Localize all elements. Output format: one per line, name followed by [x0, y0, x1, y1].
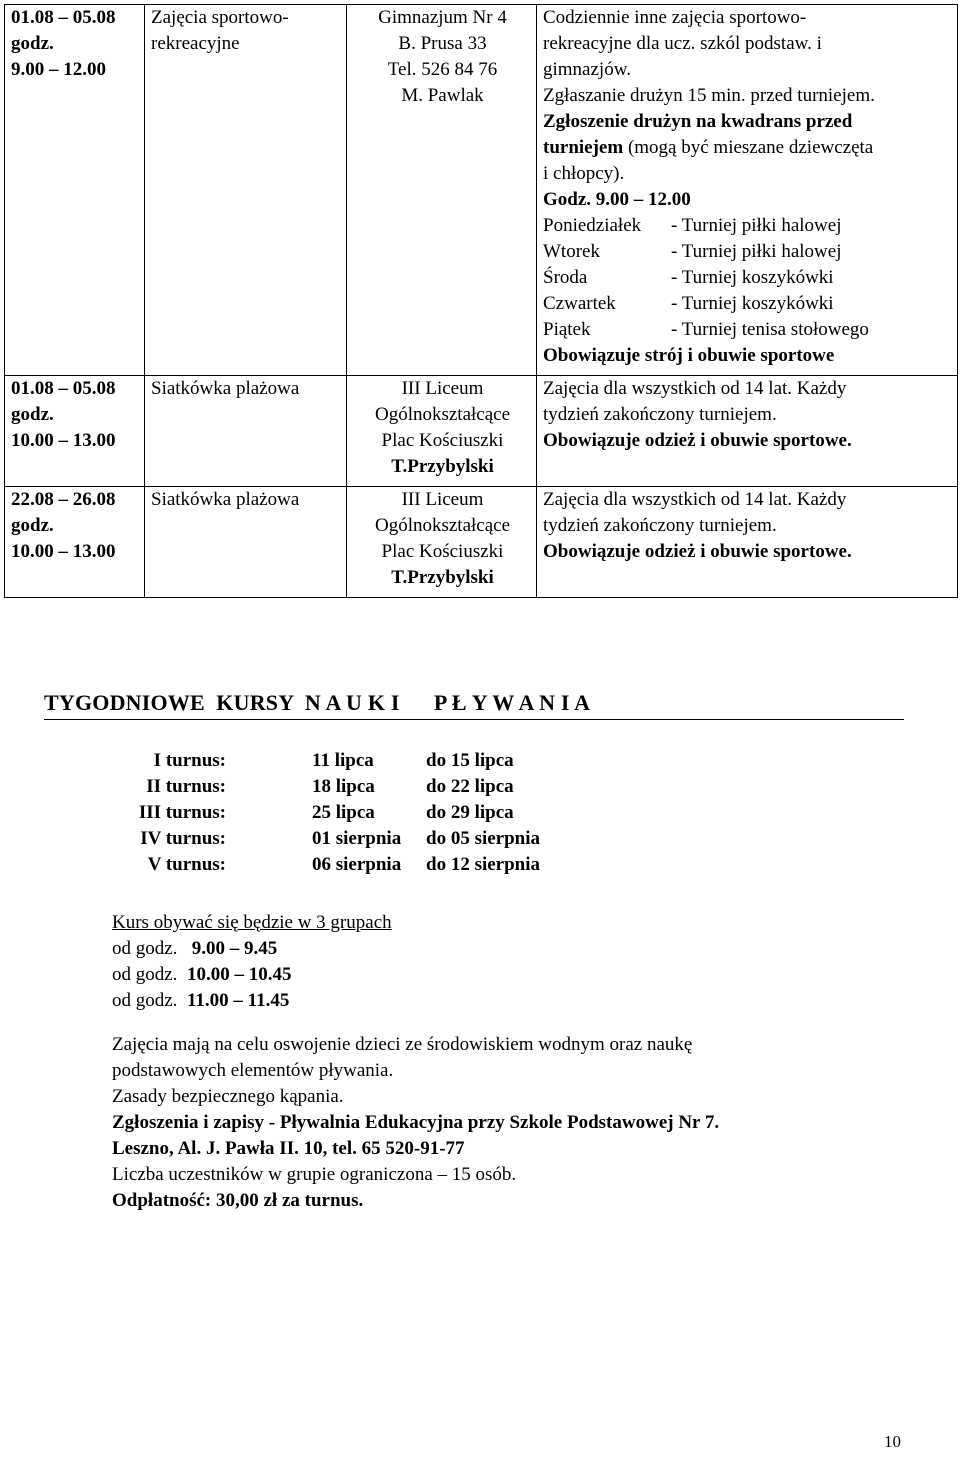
- day-name: Środa: [543, 267, 588, 288]
- registration-line: Leszno, Al. J. Pawła II. 10, tel. 65 520-91-77: [112, 1138, 465, 1159]
- course-info: [112, 910, 912, 1214]
- activity-line: Siatkówka plażowa: [151, 489, 300, 510]
- turnus-name: I turnus:: [153, 750, 226, 771]
- turnus-from: 01 sierpnia: [312, 828, 402, 849]
- hours-range: 10.00 – 13.00: [11, 430, 116, 451]
- turnus-name: III turnus:: [138, 802, 226, 823]
- turnus-row: [44, 852, 904, 878]
- group-time: 11.00 – 11.45: [186, 990, 290, 1011]
- description-line: Zajęcia dla wszystkich od 14 lat. Każdy: [543, 378, 847, 399]
- turnus-from: 06 sierpnia: [312, 854, 402, 875]
- turnus-from: 18 lipca: [312, 776, 375, 797]
- turnus-name: V turnus:: [147, 854, 226, 875]
- group-time: 9.00 – 9.45: [191, 938, 278, 959]
- tournament-day: [543, 213, 953, 239]
- description-bold-line: Zgłoszenie drużyn na kwadrans przed: [543, 111, 853, 132]
- turnus-from: 11 lipca: [312, 750, 374, 771]
- description-line: Codziennie inne zajęcia sportowo-: [543, 7, 807, 28]
- venue-line: Plac Kościuszki: [381, 541, 504, 562]
- turnus-to: do 12 sierpnia: [426, 854, 541, 875]
- course-fee: Odpłatność: 30,00 zł za turnus.: [112, 1190, 364, 1211]
- turnus-to: do 22 lipca: [426, 776, 514, 797]
- dress-code: Obowiązuje odzież i obuwie sportowe.: [543, 541, 852, 562]
- dress-code: Obowiązuje odzież i obuwie sportowe.: [543, 430, 852, 451]
- venue-line: Ogólnokształcące: [374, 515, 511, 536]
- venue-cell: [347, 5, 537, 376]
- turnus-row: [44, 826, 904, 852]
- activity-line: rekreacyjne: [151, 33, 240, 54]
- turnus-row: [44, 748, 904, 774]
- day-event: - Turniej tenisa stołowego: [671, 319, 869, 340]
- schedule-row: [5, 5, 958, 376]
- activity-cell: [145, 487, 347, 598]
- tournament-day: [543, 291, 953, 317]
- groups-header: Kurs obywać się będzie w 3 grupach: [112, 912, 392, 933]
- turnus-row: [44, 800, 904, 826]
- day-name: Czwartek: [543, 293, 616, 314]
- turnus-name: II turnus:: [146, 776, 226, 797]
- description-line: gimnazjów.: [543, 59, 631, 80]
- swimming-title: TYGODNIOWE KURSY N A U K I P Ł Y W A N I A: [44, 690, 904, 720]
- venue-line: Ogólnokształcące: [374, 404, 511, 425]
- hours-label: godz.: [11, 515, 54, 536]
- date-range: 01.08 – 05.08: [11, 378, 116, 399]
- activity-cell: [145, 376, 347, 487]
- group-time: 10.00 – 10.45: [186, 964, 292, 985]
- activity-cell: [145, 5, 347, 376]
- schedule-table: [4, 4, 958, 598]
- description-line: Zgłaszanie drużyn 15 min. przed turniejem.: [543, 85, 875, 106]
- date-range: 22.08 – 26.08: [11, 489, 116, 510]
- participant-limit: Liczba uczestników w grupie ograniczona – 15 osób.: [112, 1164, 517, 1185]
- group-time-row: [112, 988, 912, 1014]
- goal-line: Zasady bezpiecznego kąpania.: [112, 1086, 344, 1107]
- description-cell: [537, 5, 958, 376]
- description-bold-word: turniejem: [543, 137, 624, 158]
- venue-line: III Liceum: [401, 489, 484, 510]
- venue-cell: [347, 376, 537, 487]
- goal-line: podstawowych elementów pływania.: [112, 1060, 394, 1081]
- group-time-row: [112, 962, 912, 988]
- venue-line: Tel. 526 84 76: [387, 59, 498, 80]
- tournament-hours: Godz. 9.00 – 12.00: [543, 189, 691, 210]
- activity-line: Zajęcia sportowo-: [151, 7, 289, 28]
- venue-line: III Liceum: [401, 378, 484, 399]
- tournament-day: [543, 265, 953, 291]
- dress-code: Obowiązuje strój i obuwie sportowe: [543, 345, 835, 366]
- day-name: Poniedziałek: [543, 215, 642, 236]
- turnus-row: [44, 774, 904, 800]
- day-event: - Turniej piłki halowej: [671, 215, 842, 236]
- date-cell: [5, 376, 145, 487]
- venue-line: Gimnazjum Nr 4: [378, 7, 507, 28]
- group-prefix: od godz.: [112, 990, 178, 1011]
- date-cell: [5, 5, 145, 376]
- day-event: - Turniej koszykówki: [671, 293, 834, 314]
- goal-line: Zajęcia mają na celu oswojenie dzieci ze środowiskiem wodnym oraz naukę: [112, 1034, 693, 1055]
- schedule-row: [5, 487, 958, 598]
- turnus-list: [44, 748, 904, 878]
- hours-label: godz.: [11, 404, 54, 425]
- description-cell: [537, 376, 958, 487]
- turnus-to: do 05 sierpnia: [426, 828, 541, 849]
- activity-line: Siatkówka plażowa: [151, 378, 300, 399]
- description-line: rekreacyjne dla ucz. szkól podstaw. i: [543, 33, 822, 54]
- date-cell: [5, 487, 145, 598]
- hours-range: 9.00 – 12.00: [11, 59, 106, 80]
- turnus-to: do 15 lipca: [426, 750, 514, 771]
- description-line: Zajęcia dla wszystkich od 14 lat. Każdy: [543, 489, 847, 510]
- venue-contact: T.Przybylski: [391, 456, 494, 477]
- page-number: 10: [884, 1432, 901, 1451]
- group-prefix: od godz.: [112, 938, 178, 959]
- venue-line: M. Pawlak: [401, 85, 484, 106]
- day-name: Piątek: [543, 319, 591, 340]
- description-line: i chłopcy).: [543, 163, 625, 184]
- day-event: - Turniej koszykówki: [671, 267, 834, 288]
- venue-line: B. Prusa 33: [398, 33, 487, 54]
- description-line: tydzień zakończony turniejem.: [543, 404, 777, 425]
- day-name: Wtorek: [543, 241, 600, 262]
- description-line: tydzień zakończony turniejem.: [543, 515, 777, 536]
- description-cell: [537, 487, 958, 598]
- hours-label: godz.: [11, 33, 54, 54]
- venue-contact: T.Przybylski: [391, 567, 494, 588]
- description-tail: (mogą być mieszane dziewczęta: [623, 137, 874, 158]
- venue-line: Plac Kościuszki: [381, 430, 504, 451]
- tournament-day: [543, 239, 953, 265]
- swimming-section: [44, 690, 904, 878]
- group-prefix: od godz.: [112, 964, 178, 985]
- turnus-to: do 29 lipca: [426, 802, 514, 823]
- day-event: - Turniej piłki halowej: [671, 241, 842, 262]
- group-time-row: [112, 936, 912, 962]
- date-range: 01.08 – 05.08: [11, 7, 116, 28]
- venue-cell: [347, 487, 537, 598]
- hours-range: 10.00 – 13.00: [11, 541, 116, 562]
- turnus-name: IV turnus:: [140, 828, 226, 849]
- schedule-row: [5, 376, 958, 487]
- turnus-from: 25 lipca: [312, 802, 375, 823]
- registration-line: Zgłoszenia i zapisy - Pływalnia Edukacyjna przy Szkole Podstawowej Nr 7.: [112, 1112, 720, 1133]
- tournament-day: [543, 317, 953, 343]
